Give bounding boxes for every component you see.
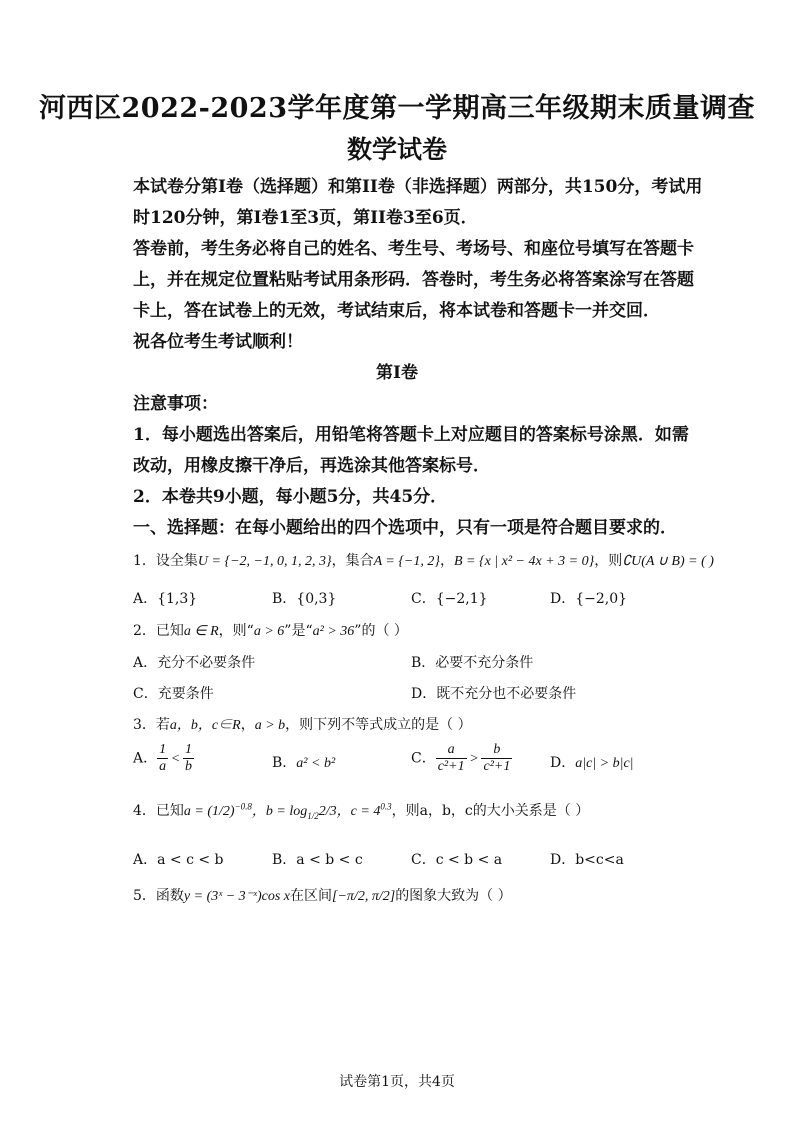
q1-text-1: 设全集 xyxy=(155,553,198,569)
q3-c-fraction-1: $\frac{a}{\text{c²+1}}$ xyxy=(437,742,465,774)
q4-c-def: ，c = 4 xyxy=(336,804,381,819)
q1-option-d: D．{−2,0} xyxy=(550,591,628,607)
question-2-stem xyxy=(133,620,408,640)
q4-option-a: A．a < c < b xyxy=(133,852,224,868)
q2-option-c: C．充要条件 xyxy=(133,686,214,702)
question-3-stem xyxy=(133,714,472,734)
note-line-1: 1．每小题选出答案后，用铅笔将答题卡上对应题目的答案标号涂黑．如需 xyxy=(133,425,689,445)
question-1-stem xyxy=(133,550,714,570)
q1-text-3: ， xyxy=(439,553,454,569)
q2-cond-1: a > 6 xyxy=(253,624,285,639)
q3-text-a: 3．若 xyxy=(133,717,170,733)
q5-interval: [−π/2, π/2] xyxy=(332,889,396,904)
q4-option-d: D．b<c<a xyxy=(550,852,624,868)
q1-option-a: A．{1,3} xyxy=(133,591,198,607)
q4-b-arg: 2/3 xyxy=(318,804,337,819)
q5-function: y = (3ˣ − 3⁻ˣ)cos x xyxy=(183,889,291,904)
intro-line-3: 答卷前，考生务必将自己的姓名、考生号、考场号、和座位号填写在答题卡 xyxy=(133,239,694,259)
q2-option-d: D．既不充分也不必要条件 xyxy=(411,686,577,702)
q3-cond: a > b xyxy=(254,718,286,733)
q3-a-fraction-1: $\frac{1}{a}$ xyxy=(159,742,167,774)
q3-option-c-label: C． xyxy=(411,750,436,767)
intro-line-2: 时120分钟，第I卷1至3页，第II卷3至6页． xyxy=(133,208,478,228)
q5-text-b: 在区间 xyxy=(290,888,333,904)
q1-text-4: ，则 xyxy=(594,553,623,569)
q4-text-b: ，则a，b，c的大小关系是（ ） xyxy=(391,803,590,819)
q3-option-a-label: A． xyxy=(133,750,158,767)
q4-option-b: B．a < b < c xyxy=(272,852,363,868)
page-footer: 试卷第1页，共4页 xyxy=(339,1074,455,1090)
q4-b-def: ，b = log xyxy=(251,804,308,819)
q2-text-b: ，则“ xyxy=(218,623,254,639)
intro-line-6: 祝各位考生考试顺利！ xyxy=(133,332,303,352)
note-line-2: 改动，用橡皮擦干净后，再选涂其他答案标号． xyxy=(133,456,490,476)
q4-a-exponent: −0.8 xyxy=(234,801,252,812)
q5-text-c: 的图象大致为（ ） xyxy=(395,888,512,904)
q1-set-b: B = {x | x² − 4x + 3 = 0} xyxy=(453,554,595,569)
q2-cond-2: a² > 36 xyxy=(312,624,355,639)
q4-c-exponent: 0.3 xyxy=(380,801,392,812)
q5-text-a: 5．函数 xyxy=(133,888,184,904)
q4-text-a: 4．已知 xyxy=(133,803,184,819)
q3-option-a: A． $\frac{1}{a}$ < $\frac{1}{b}$ xyxy=(133,742,193,774)
q4-a-def: a = (1/2) xyxy=(183,804,235,819)
section-heading: 第I卷 xyxy=(376,363,418,383)
q3-vars: a，b，c∈R xyxy=(169,718,241,733)
q4-b-base: 1/2 xyxy=(307,810,319,821)
question-4-stem xyxy=(133,800,589,821)
q1-option-b: B．{0,3} xyxy=(272,591,337,607)
exam-subtitle: 数学试卷 xyxy=(346,135,447,164)
intro-line-4: 上，并在规定位置粘贴考试用条形码．答卷时，考生务必将答案涂写在答题 xyxy=(133,270,694,290)
q3-option-b-label: B． xyxy=(272,755,297,771)
q1-option-c: C．{−2,1} xyxy=(411,591,488,607)
q2-option-b: B．必要不充分条件 xyxy=(411,655,534,671)
notes-title: 注意事项： xyxy=(133,394,218,414)
q1-number: 1． xyxy=(133,553,156,569)
q3-option-c: C． $\frac{a}{\text{c²+1}}$ > $\frac{b}{\text{c²+1}}$ xyxy=(411,742,511,774)
q3-c-fraction-2: $\frac{b}{\text{c²+1}}$ xyxy=(483,742,511,774)
q1-set-a: A = {−1, 2} xyxy=(373,554,440,569)
q3-a-fraction-2: $\frac{1}{b}$ xyxy=(185,742,193,774)
q3-text-b: ， xyxy=(240,717,255,733)
intro-line-1: 本试卷分第I卷（选择题）和第II卷（非选择题）两部分，共150分，考试用 xyxy=(133,177,703,197)
q3-option-b-expr: a² < b² xyxy=(296,756,336,771)
q4-option-c: C．c < b < a xyxy=(411,852,503,868)
q1-text-2: ，集合 xyxy=(331,553,374,569)
q3-option-d-expr: a|c| > b|c| xyxy=(575,756,634,771)
question-5-stem xyxy=(133,885,512,905)
q2-text-d: ”的（ ） xyxy=(354,623,408,639)
q2-text-a: 2．已知 xyxy=(133,623,184,639)
note-line-3: 2．本卷共9小题，每小题5分，共45分． xyxy=(133,487,448,507)
q3-text-c: ，则下列不等式成立的是（ ） xyxy=(285,717,472,733)
part-title: 一、选择题：在每小题给出的四个选项中，只有一项是符合题目要求的． xyxy=(133,518,677,538)
intro-line-5: 卡上，答在试卷上的无效，考试结束后，将本试卷和答题卡一并交回． xyxy=(133,301,660,321)
exam-title: 河西区2022-2023学年度第一学期高三年级期末质量调查 xyxy=(39,93,755,124)
q1-expression: ∁U(A ∪ B) = ( ) xyxy=(622,554,714,569)
q2-var: a ∈ R xyxy=(183,624,219,639)
q3-option-d-label: D． xyxy=(550,755,576,771)
q2-text-c: ”是“ xyxy=(284,623,313,639)
q3-option-d xyxy=(550,752,634,772)
q1-set-u: U = {−2, −1, 0, 1, 2, 3} xyxy=(197,554,332,569)
q2-option-a: A．充分不必要条件 xyxy=(133,655,256,671)
q3-option-b xyxy=(272,752,335,772)
